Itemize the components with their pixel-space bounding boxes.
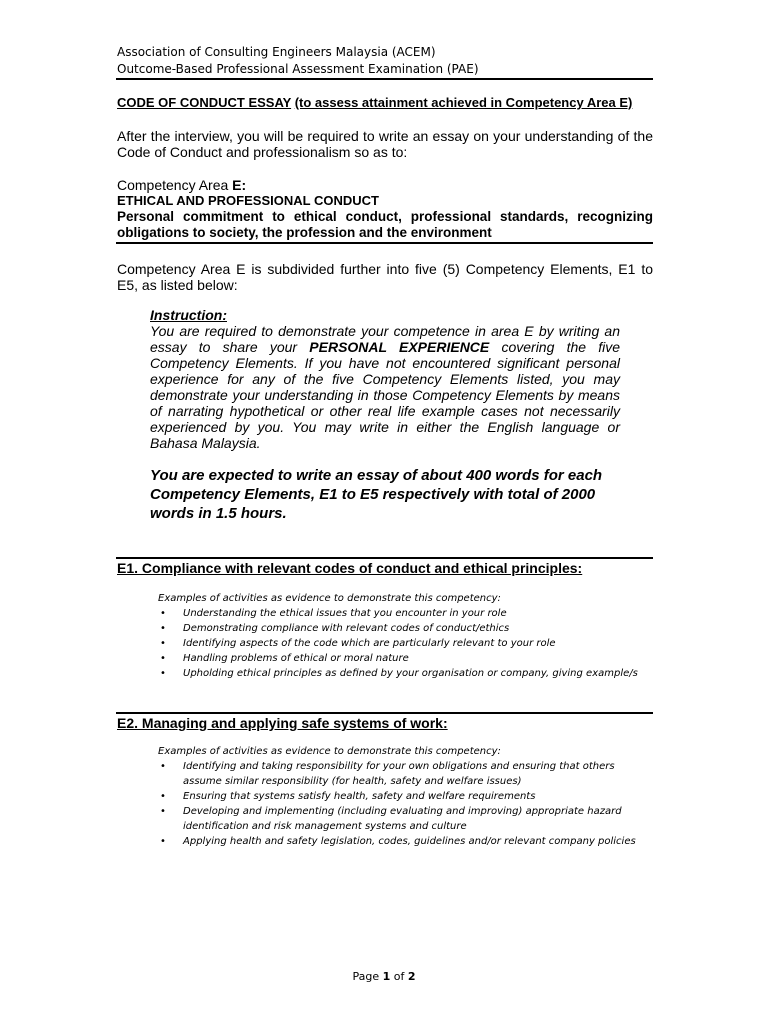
list-item-text: Demonstrating compliance with relevant codes of conduct/ethics (183, 623, 510, 634)
section-e1-title: E1. Compliance with relevant codes of conduct and ethical principles: (117, 560, 583, 576)
page-footer (0, 970, 768, 983)
list-item (158, 636, 638, 651)
section-e2-examples (158, 744, 638, 849)
section-e1-list (158, 606, 638, 681)
list-item (158, 666, 638, 681)
instruction-block (150, 307, 620, 451)
competency-divider (116, 242, 653, 244)
list-item-text: Applying health and safety legislation, codes, guidelines and/or relevant company policies (183, 836, 636, 847)
section-e1-examples-intro: Examples of activities as evidence to demonstrate this competency: (158, 593, 501, 604)
section-e2-title: E2. Managing and applying safe systems of work: (117, 715, 448, 731)
bullet-icon: • (160, 761, 166, 772)
list-item-text: Developing and implementing (including evaluating and improving) appropriate hazard identification and risk management systems and culture (183, 806, 622, 832)
instruction-heading: Instruction: (150, 307, 227, 323)
footer-total-pages: 2 (407, 970, 416, 983)
footer-page-word: Page (352, 970, 380, 983)
list-item (158, 804, 638, 834)
list-item (158, 606, 638, 621)
list-item (158, 621, 638, 636)
instruction-text-before: You are required to demonstrate your competence in area E by writing an essay to share your (150, 323, 620, 355)
expectation-statement: You are expected to write an essay of about 400 words for each Competency Elements, E1 to E5 respectively with total of 2000 words in 1.5 hours. (150, 467, 603, 522)
title-subtitle: (to assess attainment achieved in Competency Area E) (294, 95, 633, 110)
instruction-text-after: covering the five Competency Elements. If you have not encountered significant personal experience for any of the five Competency Elements listed, you may demonstrate your understanding in those Competency Elements by means of narrating hypothetical or other real life example cases not necessarily experienced by you. You may write in either the English language or Bahasa Malaysia. (150, 339, 621, 451)
competency-area-block (117, 177, 653, 241)
list-item-text: Handling problems of ethical or moral nature (183, 653, 409, 664)
footer-current-page: 1 (382, 970, 391, 983)
competency-heading: ETHICAL AND PROFESSIONAL CONDUCT (117, 193, 379, 208)
header-exam-name: Outcome-Based Professional Assessment Examination (PAE) (117, 62, 479, 76)
bullet-icon: • (160, 638, 166, 649)
instruction-emphasis: PERSONAL EXPERIENCE (309, 339, 490, 355)
instruction-text (150, 323, 620, 451)
section-e2-list (158, 759, 638, 849)
bullet-icon: • (160, 608, 166, 619)
bullet-icon: • (160, 623, 166, 634)
competency-label-letter: E: (232, 177, 247, 193)
section-e1-examples (158, 591, 638, 681)
bullet-icon: • (160, 668, 166, 679)
section-e1-top-rule (116, 557, 653, 559)
bullet-icon: • (160, 806, 166, 817)
list-item-text: Understanding the ethical issues that you encounter in your role (183, 608, 507, 619)
list-item (158, 651, 638, 666)
section-e2-top-rule (116, 712, 653, 714)
bullet-icon: • (160, 653, 166, 664)
list-item-text: Identifying aspects of the code which are particularly relevant to your role (183, 638, 556, 649)
bullet-icon: • (160, 791, 166, 802)
list-item (158, 789, 638, 804)
bullet-icon: • (160, 836, 166, 847)
page-title (117, 95, 653, 111)
header-divider (116, 78, 653, 80)
list-item-text: Upholding ethical principles as defined by your organisation or company, giving example/s (183, 668, 638, 679)
list-item-text: Identifying and taking responsibility for your own obligations and ensuring that others assume similar responsibility (for health, safety and welfare issues) (183, 761, 615, 787)
section-e2-examples-intro: Examples of activities as evidence to demonstrate this competency: (158, 746, 501, 757)
subdivided-paragraph: Competency Area E is subdivided further into five (5) Competency Elements, E1 to E5, as listed below: (117, 261, 653, 293)
header-organisation: Association of Consulting Engineers Malaysia (ACEM) (117, 45, 436, 59)
intro-paragraph: After the interview, you will be required to write an essay on your understanding of the Code of Conduct and professionalism so as to: (117, 128, 653, 160)
competency-description: Personal commitment to ethical conduct, professional standards, recognizing obligations to society, the profession and the environment (117, 209, 653, 240)
competency-area-label (117, 177, 653, 193)
list-item-text: Ensuring that systems satisfy health, safety and welfare requirements (183, 791, 536, 802)
footer-of-word: of (393, 970, 405, 983)
list-item (158, 834, 638, 849)
list-item (158, 759, 638, 789)
competency-label-prefix: Competency Area (117, 177, 233, 193)
document-header (117, 44, 653, 78)
title-lead: CODE OF CONDUCT ESSAY (117, 95, 292, 110)
